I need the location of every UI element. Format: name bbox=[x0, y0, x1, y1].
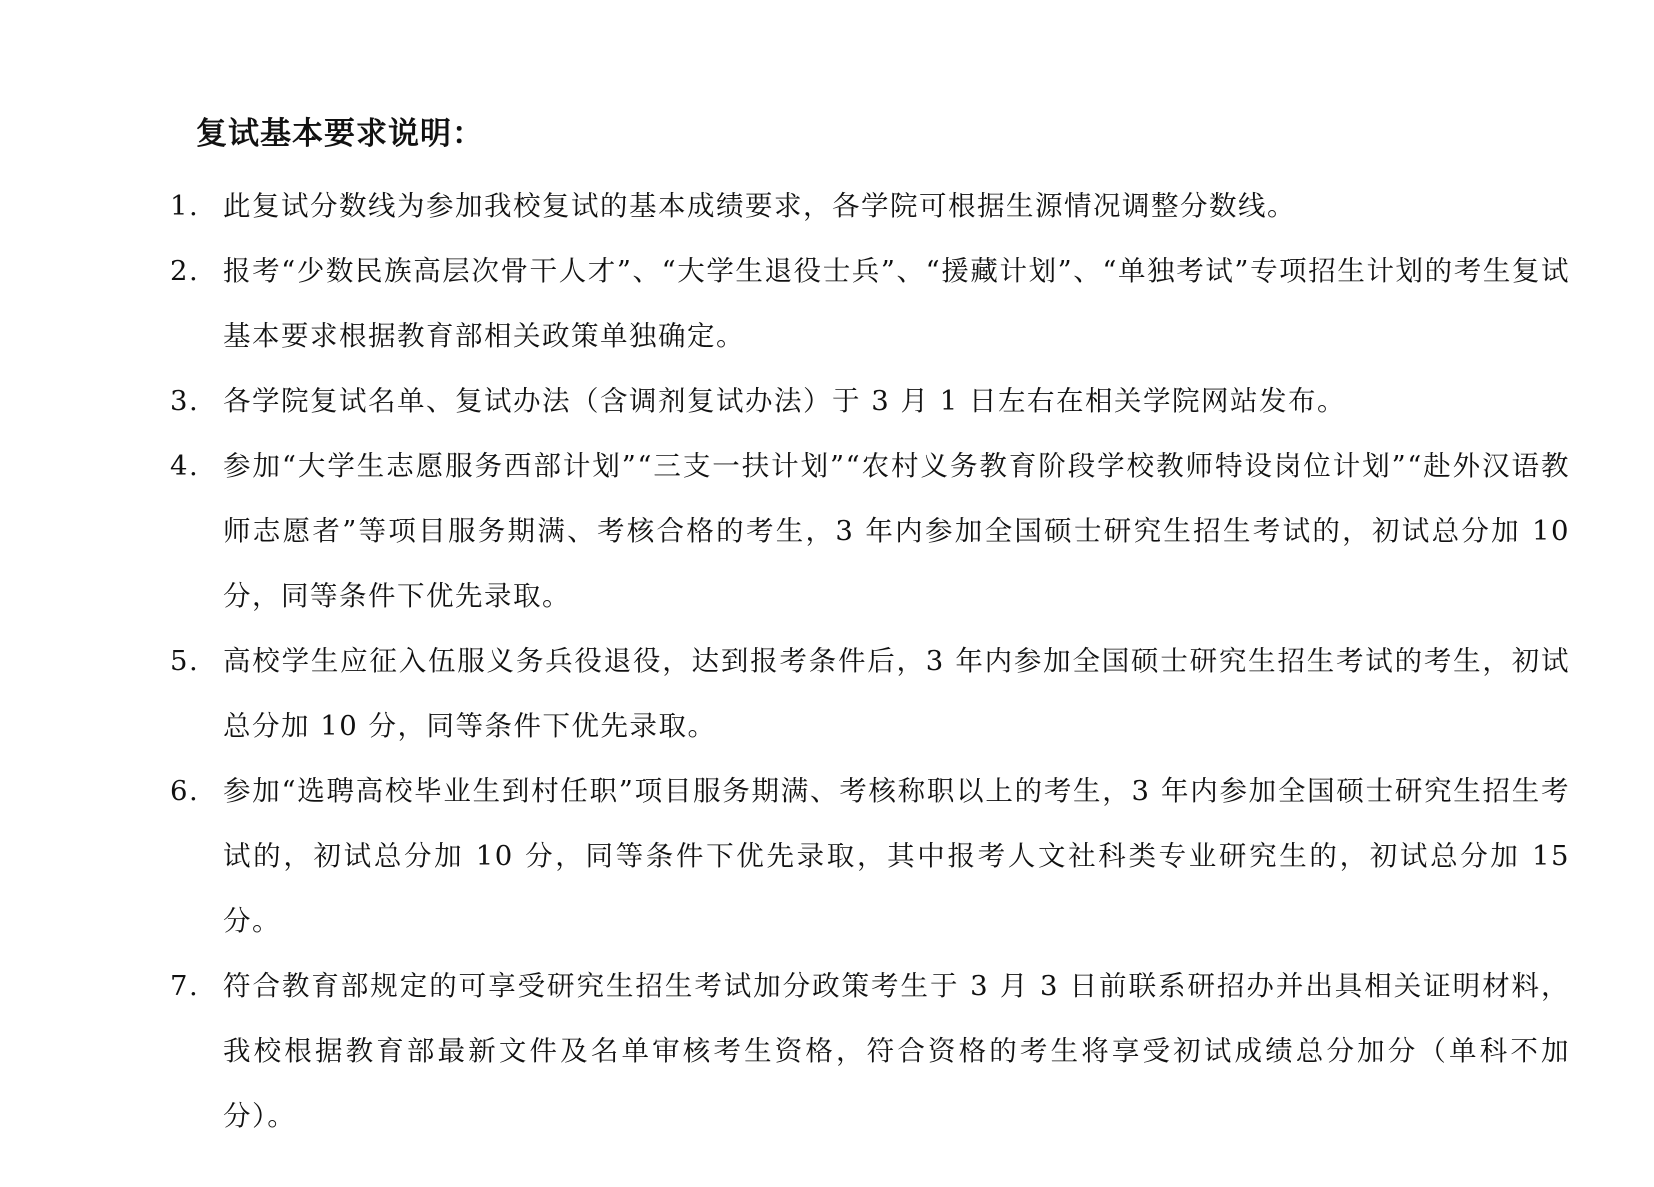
item-text: 高校学生应征入伍服义务兵役退役，达到报考条件后，3 年内参加全国硕士研究生招生考试的考生，初试总分加 10 分，同等条件下优先录取。 bbox=[223, 645, 1570, 742]
item-text: 符合教育部规定的可享受研究生招生考试加分政策考生于 3 月 3 日前联系研招办并出具相关证明材料，我校根据教育部最新文件及名单审核考生资格，符合资格的考生将享受初试成绩总分加分（单科不加分）。 bbox=[223, 970, 1570, 1132]
list-item bbox=[170, 954, 1570, 1149]
list-item bbox=[170, 629, 1570, 759]
item-number: 5. bbox=[170, 645, 200, 677]
item-text: 各学院复试名单、复试办法（含调剂复试办法）于 3 月 1 日左右在相关学院网站发布。 bbox=[223, 385, 1346, 417]
list-item bbox=[170, 434, 1570, 629]
section-heading: 复试基本要求说明： bbox=[196, 116, 484, 152]
list-item bbox=[170, 239, 1570, 369]
item-number: 3. bbox=[170, 385, 200, 417]
item-text: 报考“少数民族高层次骨干人才”、“大学生退役士兵”、“援藏计划”、“单独考试”专项招生计划的考生复试基本要求根据教育部相关政策单独确定。 bbox=[223, 255, 1570, 352]
list-item bbox=[170, 369, 1570, 434]
item-number: 1. bbox=[170, 190, 200, 222]
item-text: 此复试分数线为参加我校复试的基本成绩要求，各学院可根据生源情况调整分数线。 bbox=[223, 190, 1296, 222]
item-number: 2. bbox=[170, 255, 200, 287]
item-number: 7. bbox=[170, 970, 200, 1002]
list-item bbox=[170, 759, 1570, 954]
item-text: 参加“选聘高校毕业生到村任职”项目服务期满、考核称职以上的考生，3 年内参加全国硕士研究生招生考试的，初试总分加 10 分，同等条件下优先录取，其中报考人文社科类专业研究生的，初试总分加 15 分。 bbox=[223, 775, 1570, 937]
requirements-list bbox=[170, 174, 1570, 1149]
item-number: 4. bbox=[170, 450, 200, 482]
list-item bbox=[170, 174, 1570, 239]
item-text: 参加“大学生志愿服务西部计划”“三支一扶计划”“农村义务教育阶段学校教师特设岗位计划”“赴外汉语教师志愿者”等项目服务期满、考核合格的考生，3 年内参加全国硕士研究生招生考试的，初试总分加 10 分，同等条件下优先录取。 bbox=[223, 450, 1570, 612]
item-number: 6. bbox=[170, 775, 200, 807]
